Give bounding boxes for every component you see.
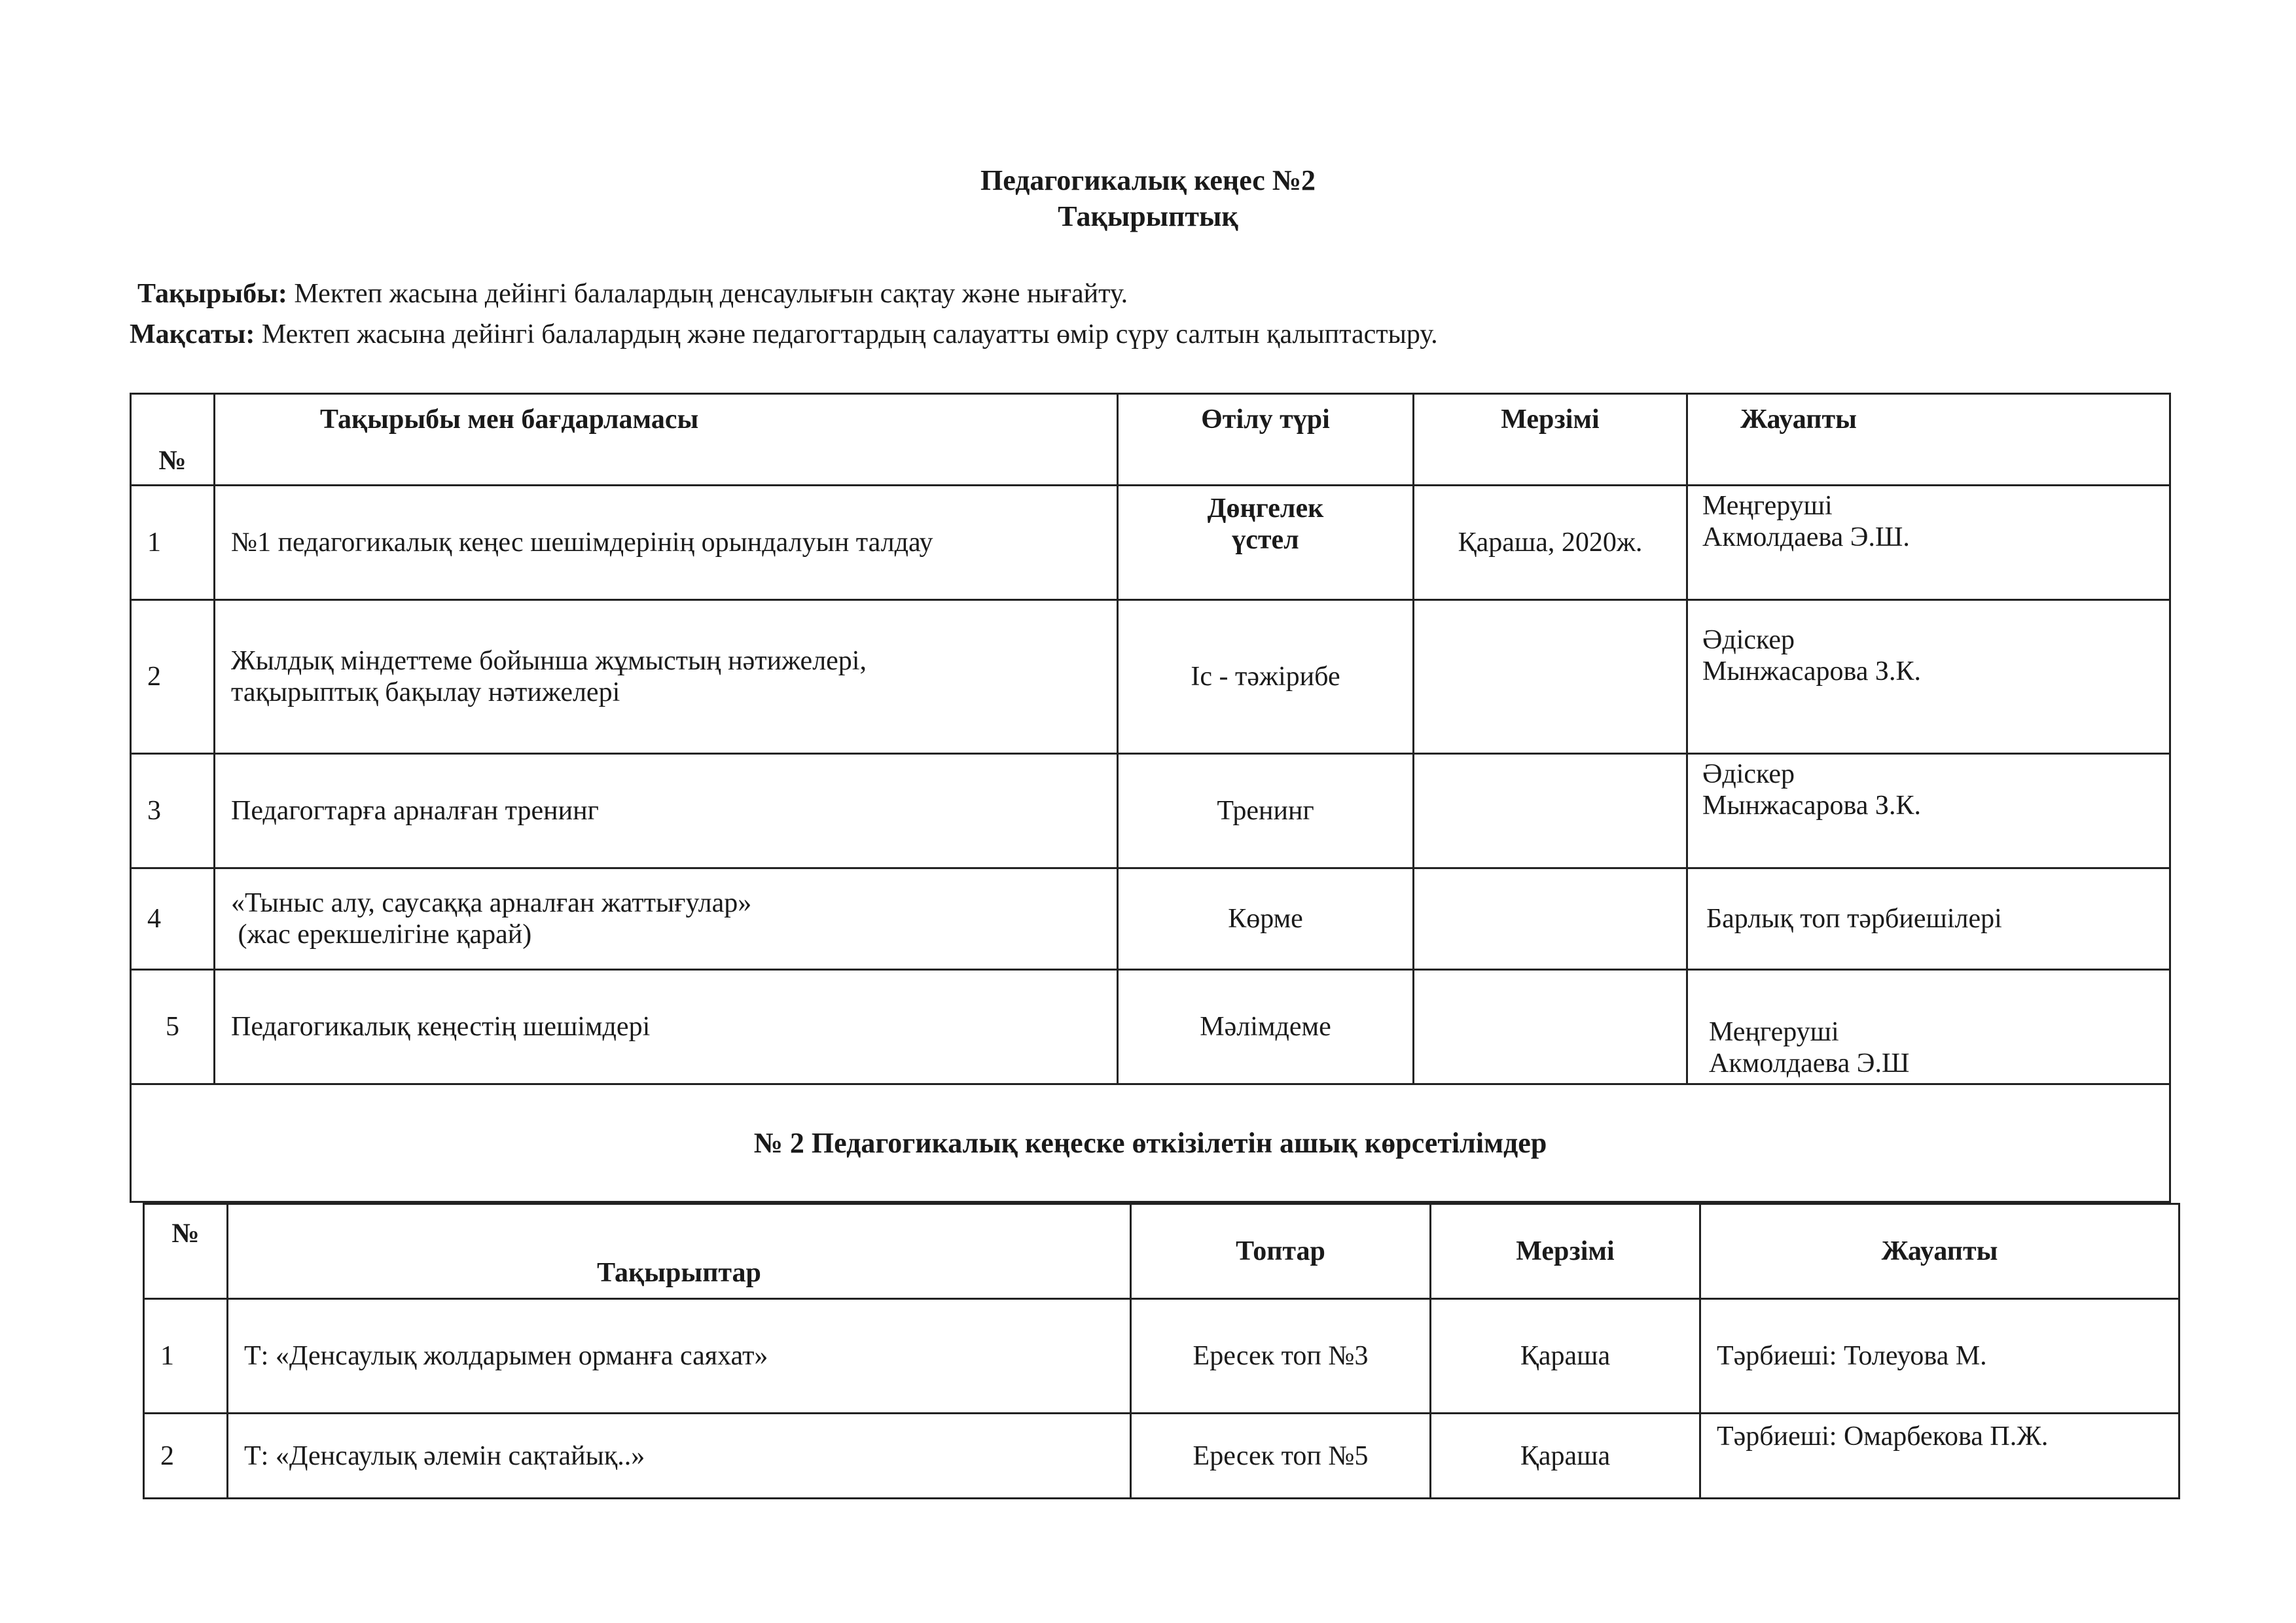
- row-date: [1414, 600, 1687, 754]
- row-form: Көрме: [1118, 868, 1414, 970]
- row-form: Іс - тәжірибе: [1118, 600, 1414, 754]
- goal-label: Мақсаты:: [130, 319, 255, 349]
- goal-text: Мектеп жасына дейінгі балалардың және педагогтардың салауатты өмір сүру салтын қалыптастыру.: [255, 319, 1438, 349]
- row-responsible: Тәрбиеші: Толеуова М.: [1700, 1299, 2179, 1414]
- page-subtitle: Тақырыптық: [1058, 200, 1238, 232]
- table-row: [131, 600, 2170, 754]
- row-num: 2: [144, 1414, 228, 1499]
- header-topics: Тақырыптар: [228, 1204, 1131, 1299]
- row-program: [215, 868, 1118, 970]
- header-responsible: Жауапты: [1700, 1204, 2179, 1299]
- row-date: Қараша, 2020ж.: [1414, 486, 1687, 600]
- row-date: [1414, 970, 1687, 1084]
- row-topic: Т: «Денсаулық жолдарымен орманға саяхат»: [228, 1299, 1131, 1414]
- row-topic: Т: «Денсаулық әлемін сақтайық..»: [228, 1414, 1131, 1499]
- demo-table-header: [144, 1204, 2179, 1299]
- row-responsible: [1687, 970, 2170, 1084]
- header-date: Мерзімі: [1414, 394, 1687, 486]
- row-resp-name: Мынжасарова З.К.: [1702, 656, 1921, 687]
- section-row: [131, 1084, 2170, 1202]
- row-form: [1118, 486, 1414, 600]
- plan-table-header: [131, 394, 2170, 486]
- row-program: [215, 600, 1118, 754]
- row-num: 2: [131, 600, 215, 754]
- row-resp-name: Акмолдаева Э.Ш.: [1702, 522, 1910, 552]
- row-responsible: [1687, 600, 2170, 754]
- topic-label: Тақырыбы:: [137, 279, 287, 309]
- row-num: 5: [131, 970, 215, 1084]
- header-form: Өтілу түрі: [1118, 394, 1414, 486]
- row-num: 1: [131, 486, 215, 600]
- row-program-line2: тақырыптық бақылау нәтижелері: [231, 677, 620, 707]
- row-responsible: Барлық топ тәрбиешілері: [1687, 868, 2170, 970]
- row-resp-role: Меңгеруші: [1709, 1017, 1839, 1047]
- demo-table: [143, 1203, 2180, 1499]
- row-date: Қараша: [1431, 1299, 1700, 1414]
- plan-table: [130, 393, 2171, 1203]
- row-program-line2: (жас ерекшелігіне қарай): [231, 919, 532, 950]
- row-resp-role: Әдіскер: [1702, 759, 1795, 789]
- table-row: [131, 970, 2170, 1084]
- table-row: [144, 1299, 2179, 1414]
- row-num: 4: [131, 868, 215, 970]
- row-program: Педагогикалық кеңестің шешімдері: [215, 970, 1118, 1084]
- row-program: Педагогтарға арналған тренинг: [215, 754, 1118, 868]
- row-program-line1: Жылдық міндеттеме бойынша жұмыстың нәтижелері,: [231, 646, 867, 676]
- row-num: 1: [144, 1299, 228, 1414]
- row-form-line1: Дөңгелек: [1207, 493, 1324, 524]
- topic-line: [137, 278, 1128, 310]
- row-responsible: Тәрбиеші: Омарбекова П.Ж.: [1700, 1414, 2179, 1499]
- row-responsible: [1687, 754, 2170, 868]
- row-date: [1414, 754, 1687, 868]
- row-resp-role: Әдіскер: [1702, 625, 1795, 655]
- row-date: Қараша: [1431, 1414, 1700, 1499]
- header-num: №: [131, 394, 215, 486]
- header-responsible: Жауапты: [1687, 394, 2170, 486]
- table-row: [131, 486, 2170, 600]
- row-program-line1: «Тыныс алу, саусаққа арналған жаттығулар»: [231, 888, 752, 918]
- row-form: Тренинг: [1118, 754, 1414, 868]
- table-row: [131, 754, 2170, 868]
- header-program: Тақырыбы мен бағдарламасы: [215, 394, 1118, 486]
- row-program: [215, 486, 1118, 600]
- row-form-line2: үстел: [1232, 525, 1299, 555]
- row-program-text: №1 педагогикалық кеңес шешімдерінің орындалуын талдау: [231, 527, 933, 558]
- table-row: [144, 1414, 2179, 1499]
- table-row: [131, 868, 2170, 970]
- row-resp-name: Акмолдаева Э.Ш: [1709, 1048, 1910, 1079]
- row-responsible: [1687, 486, 2170, 600]
- row-group: Ересек топ №3: [1131, 1299, 1431, 1414]
- header-date: Мерзімі: [1431, 1204, 1700, 1299]
- row-group: Ересек топ №5: [1131, 1414, 1431, 1499]
- goal-line: [130, 319, 1438, 350]
- row-num: 3: [131, 754, 215, 868]
- row-date: [1414, 868, 1687, 970]
- row-resp-role: Меңгеруші: [1702, 491, 1833, 521]
- header-groups: Топтар: [1131, 1204, 1431, 1299]
- row-form: Мәлімдеме: [1118, 970, 1414, 1084]
- page-title: Педагогикалық кеңес №2: [980, 164, 1316, 196]
- topic-text: Мектеп жасына дейінгі балалардың денсаулығын сақтау және нығайту.: [287, 279, 1128, 309]
- row-resp-name: Мынжасарова З.К.: [1702, 791, 1921, 821]
- header-num: №: [144, 1204, 228, 1299]
- section-title: № 2 Педагогикалық кеңеске өткізілетін ашық көрсетілімдер: [131, 1084, 2170, 1202]
